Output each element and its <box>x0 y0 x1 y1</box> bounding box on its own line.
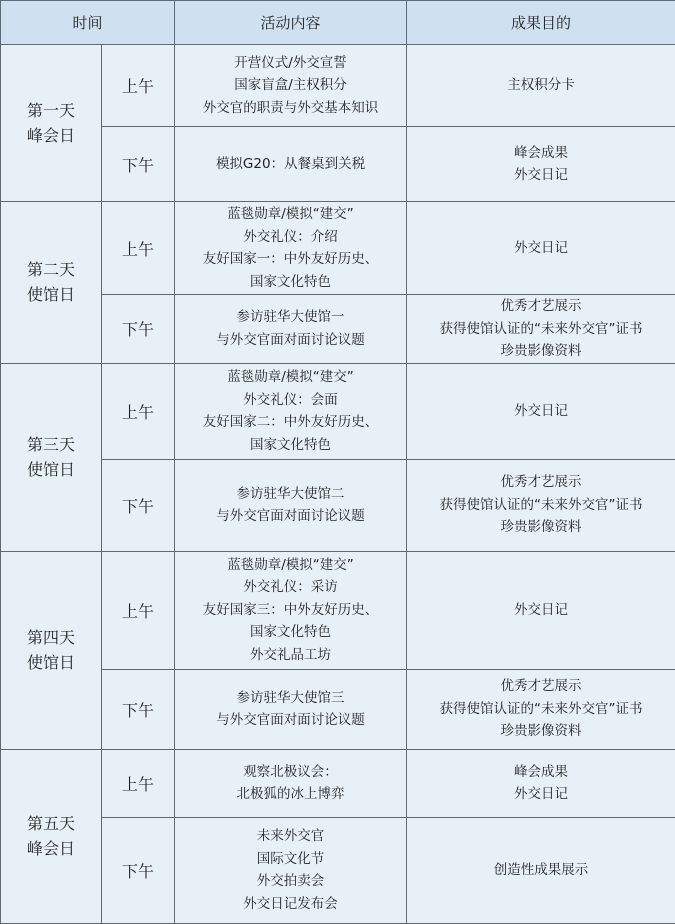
goal-line: 优秀才艺展示 <box>407 675 675 698</box>
activity-line: 国际文化节 <box>175 848 406 871</box>
activity-line: 友好国家三：中外友好历史、 <box>175 599 406 622</box>
day-cell <box>1 45 102 202</box>
activity-line: 北极狐的冰上博弈 <box>175 783 406 806</box>
period-cell: 下午 <box>102 817 175 923</box>
activity-line: 友好国家一：中外友好历史、 <box>175 248 406 271</box>
activity-line: 开营仪式/外交宣誓 <box>175 52 406 75</box>
day-label: 第一天 <box>1 98 101 123</box>
activity-cell <box>175 817 407 923</box>
day-cell <box>1 363 102 551</box>
period-cell: 下午 <box>102 669 175 749</box>
activity-line: 与外交官面对面讨论议题 <box>175 709 406 732</box>
goal-line: 获得使馆认证的“未来外交官”证书 <box>407 494 675 517</box>
day-cell <box>1 749 102 923</box>
goal-line: 创造性成果展示 <box>407 859 675 882</box>
goal-cell <box>407 749 675 817</box>
day-label: 第五天 <box>1 811 101 836</box>
goal-line: 峰会成果 <box>407 142 675 165</box>
schedule-row <box>1 295 675 364</box>
activity-cell <box>175 363 407 459</box>
activity-line: 与外交官面对面讨论议题 <box>175 329 406 352</box>
day-type: 峰会日 <box>1 836 101 861</box>
period-cell: 下午 <box>102 459 175 551</box>
period-cell: 上午 <box>102 363 175 459</box>
period-cell: 上午 <box>102 749 175 817</box>
activity-cell <box>175 459 407 551</box>
goal-line: 主权积分卡 <box>407 74 675 97</box>
goal-line: 获得使馆认证的“未来外交官”证书 <box>407 698 675 721</box>
goal-line: 外交日记 <box>407 783 675 806</box>
goal-line: 优秀才艺展示 <box>407 295 675 318</box>
goal-line: 珍贵影像资料 <box>407 720 675 743</box>
activity-line: 蓝毯勋章/模拟“建交” <box>175 203 406 226</box>
schedule-row <box>1 127 675 202</box>
activity-line: 友好国家二：中外友好历史、 <box>175 411 406 434</box>
activity-cell <box>175 45 407 127</box>
goal-cell <box>407 459 675 551</box>
activity-line: 外交礼仪：采访 <box>175 576 406 599</box>
day-type: 峰会日 <box>1 123 101 148</box>
period-cell: 下午 <box>102 127 175 202</box>
schedule-row <box>1 551 675 669</box>
goal-cell <box>407 45 675 127</box>
activity-line: 模拟G20：从餐桌到关税 <box>175 153 406 176</box>
day-type: 使馆日 <box>1 457 101 482</box>
schedule-row <box>1 669 675 749</box>
activity-line: 外交拍卖会 <box>175 870 406 893</box>
header-row <box>1 1 675 45</box>
day-cell <box>1 202 102 364</box>
activity-line: 蓝毯勋章/模拟“建交” <box>175 366 406 389</box>
period-cell: 上午 <box>102 45 175 127</box>
activity-cell <box>175 202 407 295</box>
activity-line: 国家文化特色 <box>175 271 406 294</box>
activity-cell <box>175 749 407 817</box>
goal-cell <box>407 669 675 749</box>
activity-cell <box>175 669 407 749</box>
schedule-row <box>1 363 675 459</box>
period-cell: 下午 <box>102 295 175 364</box>
goal-line: 优秀才艺展示 <box>407 471 675 494</box>
activity-line: 外交官的职责与外交基本知识 <box>175 97 406 120</box>
activity-line: 外交日记发布会 <box>175 893 406 916</box>
activity-line: 观察北极议会： <box>175 761 406 784</box>
goal-line: 获得使馆认证的“未来外交官”证书 <box>407 318 675 341</box>
day-label: 第二天 <box>1 257 101 282</box>
activity-line: 外交礼仪：介绍 <box>175 226 406 249</box>
activity-line: 未来外交官 <box>175 825 406 848</box>
goal-line: 峰会成果 <box>407 761 675 784</box>
schedule-row <box>1 459 675 551</box>
schedule-row <box>1 817 675 923</box>
schedule-body <box>1 45 675 924</box>
activity-line: 外交礼品工坊 <box>175 644 406 667</box>
schedule-row <box>1 749 675 817</box>
header-time: 时间 <box>1 1 175 45</box>
activity-line: 外交礼仪：会面 <box>175 389 406 412</box>
goal-cell <box>407 295 675 364</box>
header-goal: 成果目的 <box>407 1 675 45</box>
activity-line: 蓝毯勋章/模拟“建交” <box>175 554 406 577</box>
activity-line: 与外交官面对面讨论议题 <box>175 505 406 528</box>
activity-line: 国家文化特色 <box>175 434 406 457</box>
activity-line: 国家盲盒/主权积分 <box>175 74 406 97</box>
goal-cell <box>407 551 675 669</box>
header-activity: 活动内容 <box>175 1 407 45</box>
day-type: 使馆日 <box>1 650 101 675</box>
period-cell: 上午 <box>102 202 175 295</box>
activity-line: 参访驻华大使馆二 <box>175 483 406 506</box>
activity-line: 国家文化特色 <box>175 621 406 644</box>
goal-line: 珍贵影像资料 <box>407 516 675 539</box>
activity-line: 参访驻华大使馆三 <box>175 687 406 710</box>
goal-line: 外交日记 <box>407 599 675 622</box>
day-label: 第四天 <box>1 625 101 650</box>
day-type: 使馆日 <box>1 282 101 307</box>
activity-cell <box>175 551 407 669</box>
goal-cell <box>407 127 675 202</box>
goal-line: 珍贵影像资料 <box>407 340 675 363</box>
day-cell <box>1 551 102 749</box>
period-cell: 上午 <box>102 551 175 669</box>
goal-line: 外交日记 <box>407 400 675 423</box>
activity-cell <box>175 295 407 364</box>
schedule-row <box>1 45 675 127</box>
goal-cell <box>407 363 675 459</box>
goal-cell <box>407 202 675 295</box>
day-label: 第三天 <box>1 432 101 457</box>
activity-line: 参访驻华大使馆一 <box>175 306 406 329</box>
activity-cell <box>175 127 407 202</box>
goal-line: 外交日记 <box>407 164 675 187</box>
goal-cell <box>407 817 675 923</box>
goal-line: 外交日记 <box>407 237 675 260</box>
schedule-row <box>1 202 675 295</box>
